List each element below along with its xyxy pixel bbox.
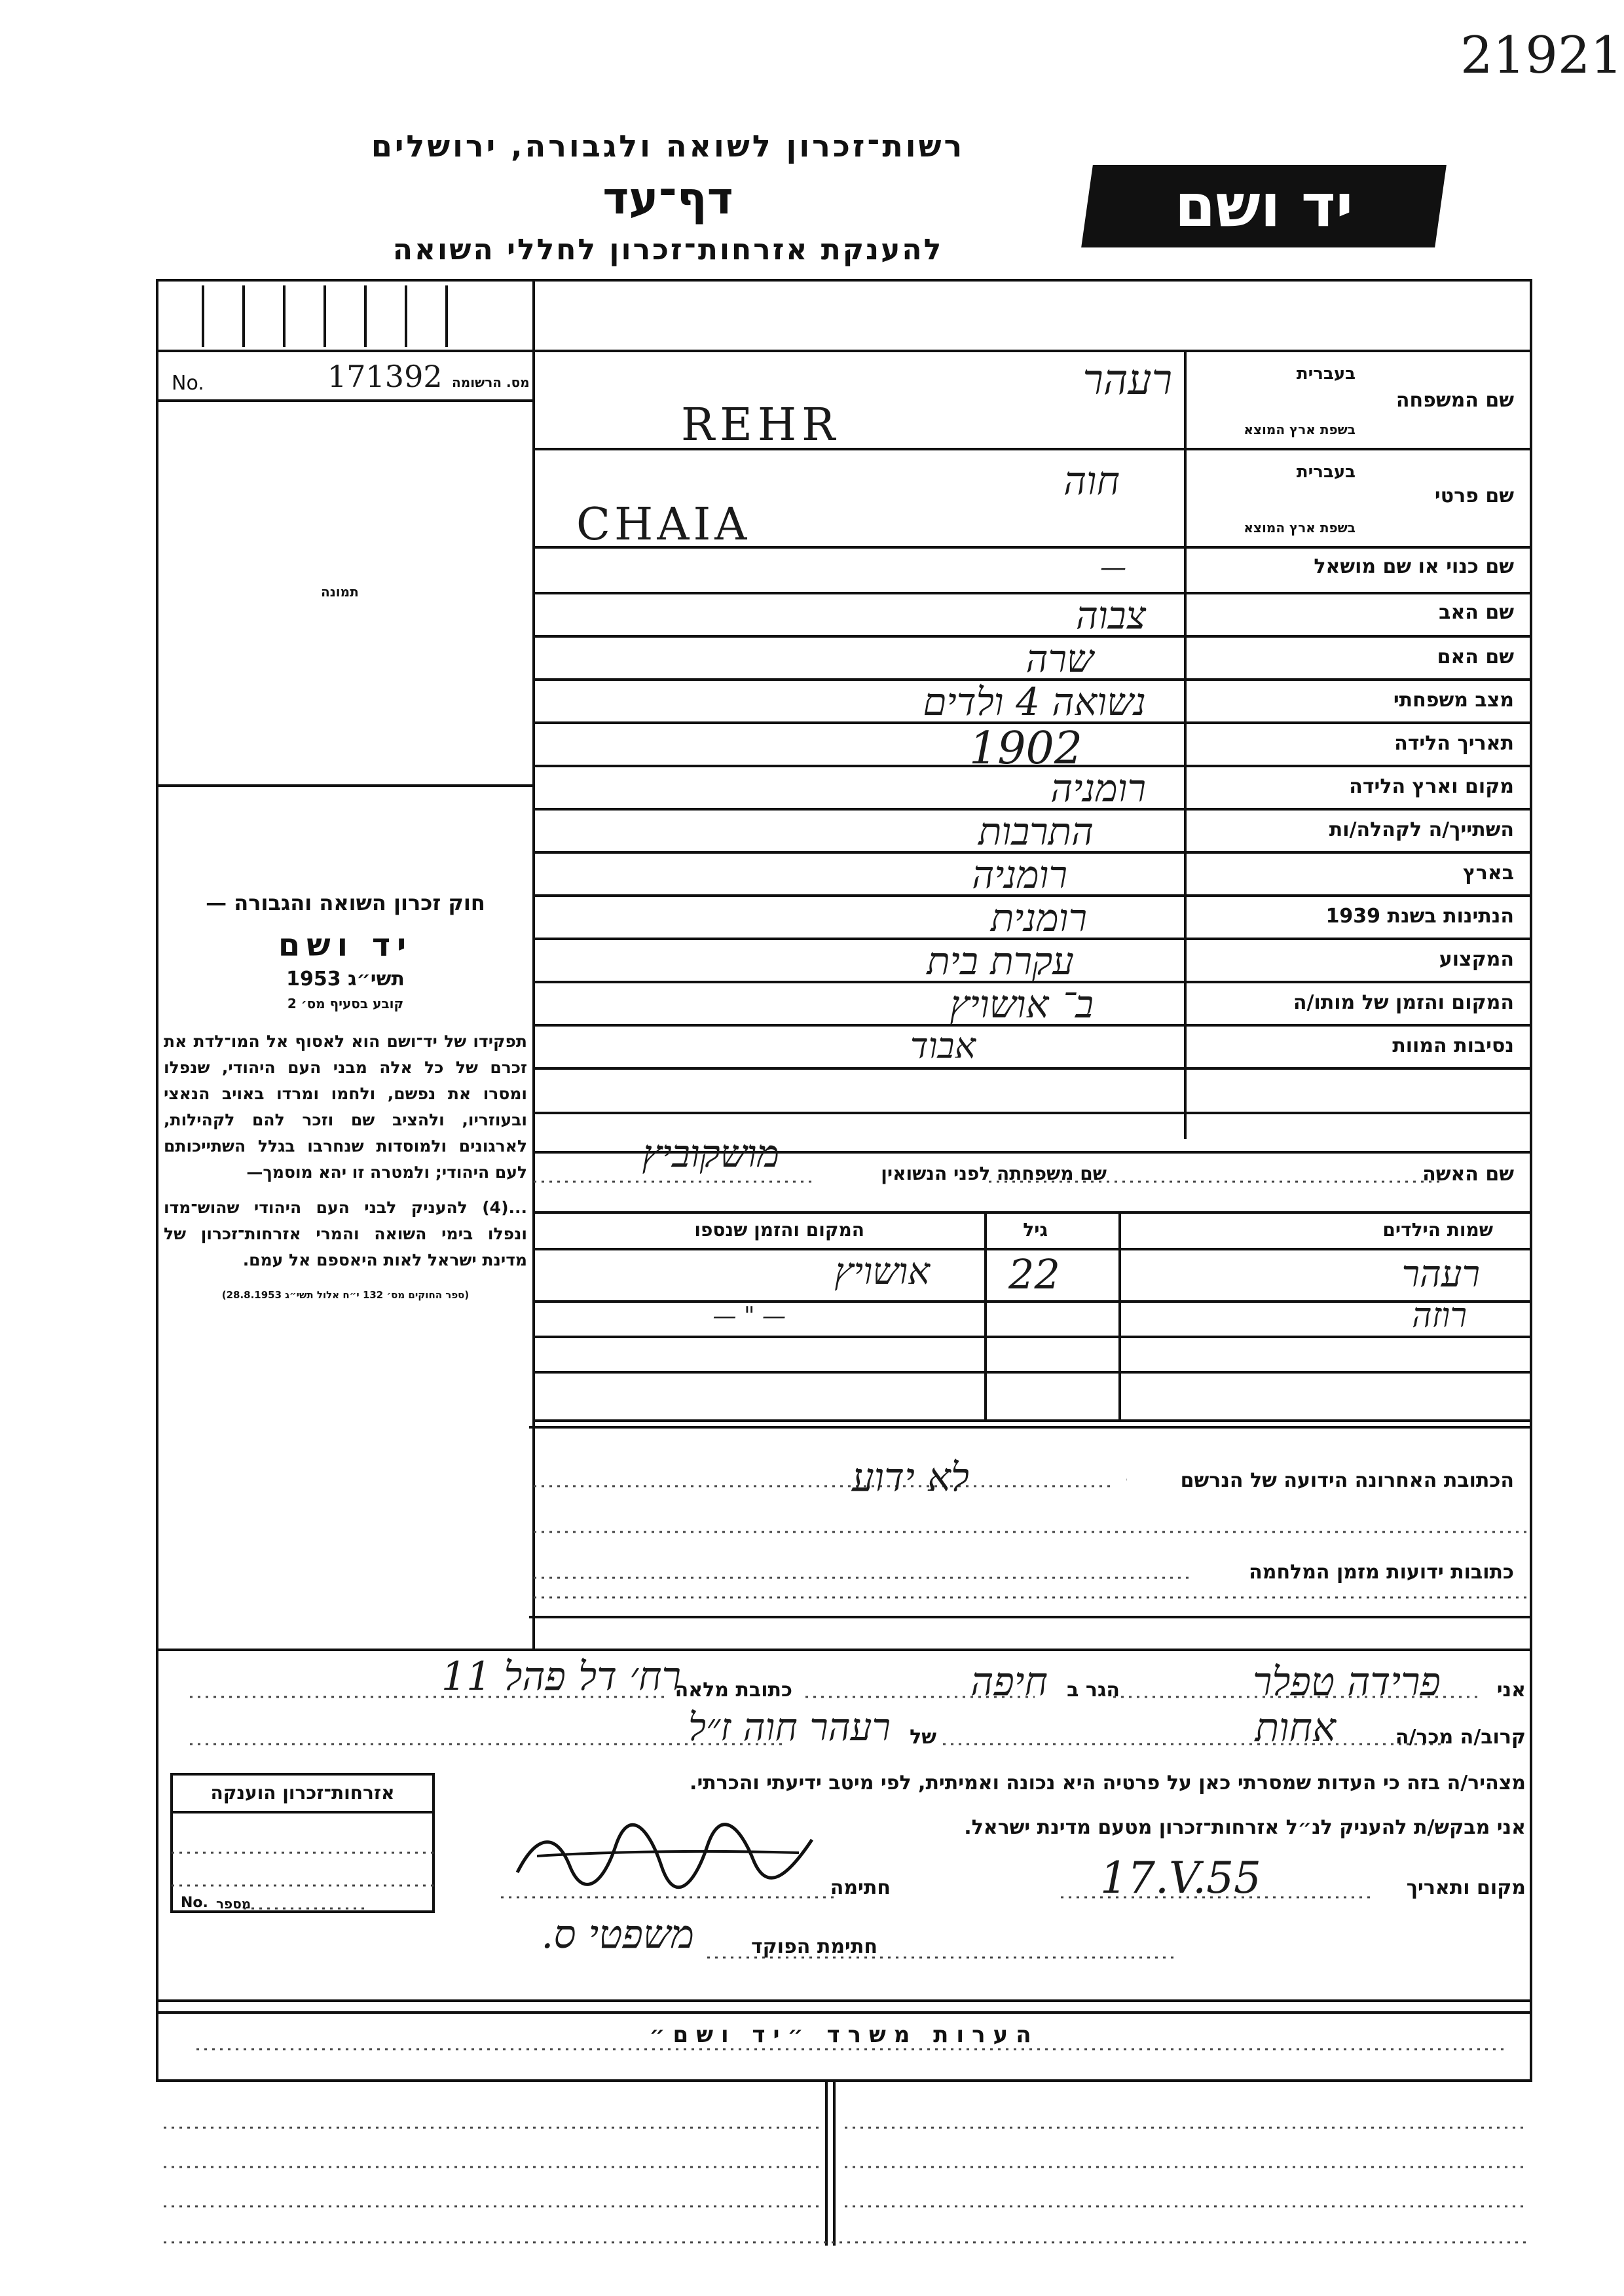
death-place-value: ב־ אושויץ (950, 982, 1094, 1027)
death-place-label: המקום והזמן של מותו/ה (1293, 991, 1514, 1014)
of-value: רעהר חוה ז״ל (688, 1705, 891, 1749)
page-subtitle: להענקת אזרחות־זכרון לחללי השואה (392, 233, 944, 266)
officer-signature: משפטי ס. (541, 1912, 694, 1958)
last-address-value: לא ידוע (851, 1455, 969, 1501)
first-name-label: שם פרטי (1434, 484, 1514, 507)
marital-label: מצב משפחתי (1393, 689, 1514, 712)
reg-no-label: No. (172, 372, 204, 395)
resides-label: הגר ב (1067, 1679, 1120, 1702)
declare-text: מצהיר/ה בזה כי העדות שמסרתי כאן על פרטיה היא נכונה ואמיתית, לפי מיטב ידיעתי והכרתי. (690, 1772, 1526, 1795)
family-name-hebrew-value: רעהר (1082, 356, 1172, 405)
relative-value: אחות (1255, 1705, 1336, 1751)
child-1-age: 22 (1008, 1250, 1060, 1298)
full-address-label: כתובת מלאה (674, 1679, 792, 1702)
authority-line: רשות־זכרון לשואה ולגבורה, ירושלים (371, 128, 965, 164)
child-2-name: רוזה (1412, 1296, 1467, 1336)
law-text-1: תפקידו של יד־ושם הוא לאסוף אל המו־לדת את זכרם של כל אלה מבני העם היהודי, שנפלו ומסרו את נפשם, ולחמו ומרדו באויב הנאצי ובעוזריו, ולהציב שם וזכר להם לקהילות, לארגונים ולמוסדות שנחרבו בגלל השתייכותם לעם היהודי; ולמטרה זו יהא מוסמך— (164, 1032, 527, 1182)
resides-value: חיפה (970, 1659, 1048, 1705)
cert-box-title: אזרחות־זכרון הוענקה (210, 1782, 395, 1804)
first-name-origin-value: CHAIA (576, 499, 751, 551)
archive-number: 21921 (1460, 26, 1623, 85)
page-title: דף־עד (602, 173, 733, 225)
community-label: השתייך/ה לקהלה/ות (1329, 818, 1514, 841)
place-date-label: מקום ותאריך (1406, 1876, 1526, 1899)
country-value: רומניה (972, 852, 1067, 897)
children-age-header: גיל (1023, 1219, 1048, 1241)
law-title: חוק זכרון השואה והגבורה — (206, 890, 485, 915)
of-label: של (910, 1726, 936, 1749)
declarant-name: פרידה טפלר (1252, 1659, 1441, 1705)
relative-label: קרוב/ה מכר/ה (1395, 1726, 1526, 1749)
request-text: אני מבקש/ת להעניק לנ״ל אזרחות־זכרון מטעם מדינת ישראל. (964, 1816, 1526, 1839)
birthdate-value: 1902 (969, 723, 1083, 774)
cert-no-he: מספר (216, 1896, 251, 1912)
nickname-value: — (1100, 553, 1126, 583)
marital-value: נשואה 4 ולדים (923, 680, 1146, 724)
law-text-2: ...(4) להעניק לבני העם היהודי שהוש־מדו ונפלו בימי השואה והמרי אזרחות־זכרון של מדינת ישראל לאות היאספם אל עמם. (164, 1198, 527, 1269)
community-value: התרבות (978, 809, 1094, 854)
declarant-signature (511, 1820, 819, 1892)
child-1-place: אושויץ (834, 1250, 930, 1293)
family-name-origin-label: בשפת ארץ המוצא (1244, 422, 1356, 437)
country-label: בארץ (1462, 862, 1514, 884)
profession-label: המקצוע (1439, 948, 1514, 971)
wife-label: שם האשה (1422, 1163, 1514, 1186)
citizenship-label: הנתינות בשנת 1939 (1325, 905, 1514, 928)
family-name-label: שם המשפחה (1395, 389, 1514, 412)
law-footnote: (ספר החוקים מס׳ 132 י״ח אלול תשי״ג 28.8.1953) (221, 1289, 470, 1301)
law-year: תשי״ג 1953 (286, 968, 405, 991)
children-names-header: שמות הילדים (1382, 1219, 1493, 1241)
nickname-label: שם כנוי או שם מושאל (1314, 555, 1514, 578)
declarant-i-label: אני (1496, 1679, 1526, 1702)
cert-no-label: No. (181, 1895, 208, 1911)
reg-number-value: 171392 (327, 359, 443, 394)
maiden-value: מושקוביץ (642, 1131, 779, 1176)
child-1-name: רעהר (1401, 1253, 1480, 1296)
profession-value: עקרת בית (927, 939, 1074, 983)
maiden-label: שם משפחתה לפני הנשואין (881, 1163, 1107, 1184)
officer-label: חתימת הפוקד (751, 1935, 877, 1958)
place-date-value: 17.V.55 (1100, 1853, 1262, 1903)
family-name-hebrew-label: בעברית (1296, 364, 1356, 384)
mother-value: שרה (1025, 636, 1094, 681)
signature-label: חתימה (830, 1876, 891, 1899)
law-box (164, 890, 527, 1301)
father-value: צבוה (1075, 593, 1146, 638)
father-label: שם האב (1439, 601, 1514, 624)
full-address-value: רח׳ דל פהל 11 (441, 1654, 681, 1700)
birthplace-label: מקום וארץ הלידה (1349, 775, 1514, 798)
first-name-hebrew-value: חוה (1063, 458, 1120, 504)
logo-text: יד ושם (1174, 172, 1354, 240)
children-place-header: המקום והזמן שנספו (694, 1219, 864, 1241)
photo-label: תמונה (321, 584, 359, 600)
first-name-hebrew-label: בעברית (1296, 462, 1356, 482)
family-name-origin-value: REHR (681, 399, 841, 451)
death-circ-value: אבוד (910, 1025, 976, 1066)
child-2-place: — " — (712, 1303, 786, 1330)
war-address-label: כתובות ידועות מזמן המלחמה (1249, 1561, 1514, 1584)
birthplace-value: רומניה (1050, 766, 1146, 811)
death-circ-label: נסיבות המוות (1392, 1034, 1514, 1057)
first-name-origin-label: בשפת ארץ המוצא (1244, 520, 1356, 536)
mother-label: שם האם (1437, 646, 1514, 668)
last-address-label: הכתובת האחרונה הידועה של הנרשם (1180, 1469, 1514, 1492)
citizenship-value: רומנית (990, 896, 1087, 940)
law-name: יד ושם (278, 927, 413, 964)
birthdate-label: תאריך הלידה (1394, 732, 1514, 755)
signature-mark (511, 1820, 819, 1892)
law-clause: קובע בסעיף מס׳ 2 (287, 996, 404, 1011)
reg-label: מס. הרשומה (452, 374, 530, 390)
office-notes-title: הערות משרד ״יד ושם״ (649, 2022, 1039, 2048)
